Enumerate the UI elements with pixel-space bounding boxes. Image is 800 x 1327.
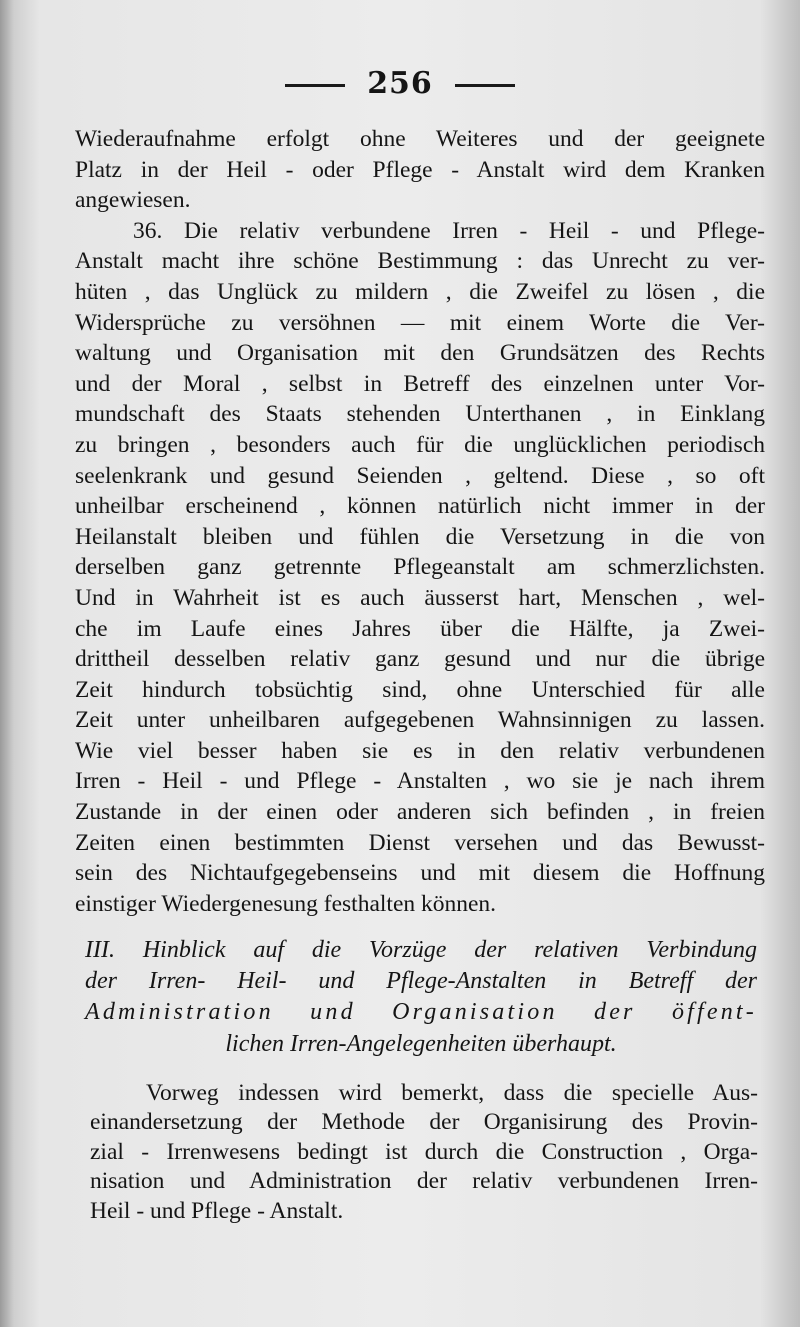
closing-line: Vorweg indessen wird bemerkt, dass die specielle Aus-	[146, 1080, 758, 1106]
body-line: Platz in der Heil - oder Pflege - Anstalt wird dem Kranken	[75, 156, 765, 183]
body-line: waltung und Organisation mit den Grundsätzen des Rechts	[75, 340, 765, 367]
closing-line: einandersetzung der Methode der Organisirung des Provin-	[90, 1109, 758, 1136]
heading-line: lichen Irren-Angelegenheiten überhaupt.	[225, 1030, 617, 1057]
body-paragraphs	[75, 124, 765, 919]
closing-paragraph	[90, 1079, 758, 1226]
body-line: Zeit unter unheilbaren aufgegebenen Wahnsinnigen zu lassen.	[75, 707, 765, 734]
body-line: angewiesen.	[75, 187, 191, 214]
body-line: einstiger Wiedergenesung festhalten können.	[75, 890, 497, 917]
heading-line: der Irren- Heil- und Pflege-Anstalten in Betreff der	[85, 968, 757, 995]
body-line: Zeit hindurch tobsüchtig sind, ohne Unterschied für alle	[75, 676, 765, 703]
body-line: seelenkrank und gesund Seienden , geltend. Diese , so oft	[75, 462, 765, 489]
body-line: Irren - Heil - und Pflege - Anstalten , wo sie je nach ihrem	[75, 768, 765, 795]
body-line: che im Laufe eines Jahres über die Hälfte, ja Zwei-	[75, 615, 765, 642]
heading-line: III. Hinblick auf die Vorzüge der relativen Verbindung	[85, 937, 757, 963]
closing-line: nisation und Administration der relativ verbundenen Irren-	[90, 1168, 758, 1195]
body-line: zu bringen , besonders auch für die unglücklichen periodisch	[75, 431, 765, 458]
body-line: Wiederaufnahme erfolgt ohne Weiteres und der geeignete	[75, 126, 765, 152]
page-header	[0, 66, 800, 101]
closing-line: Heil - und Pflege - Anstalt.	[90, 1197, 344, 1224]
body-line: Heilanstalt bleiben und fühlen die Versetzung in die von	[75, 523, 765, 550]
body-line: Zustande in der einen oder anderen sich befinden , in freien	[75, 799, 765, 826]
heading-line: Administration und Organisation der öffent-	[85, 999, 757, 1026]
body-line: 36. Die relativ verbundene Irren - Heil - und Pflege-	[133, 217, 765, 244]
body-line: Zeiten einen bestimmten Dienst versehen und das Bewusst-	[75, 829, 765, 856]
body-line: mundschaft des Staats stehenden Unterthanen , in Einklang	[75, 401, 765, 428]
body-line: unheilbar erscheinend , können natürlich nicht immer in der	[75, 493, 765, 520]
body-line: derselben ganz getrennte Pflegeanstalt am schmerzlichsten.	[75, 554, 765, 581]
body-line: Anstalt macht ihre schöne Bestimmung : das Unrecht zu ver-	[75, 248, 765, 275]
body-line: drittheil desselben relativ ganz gesund und nur die übrige	[75, 646, 765, 673]
body-line: Und in Wahrheit ist es auch äusserst hart, Menschen , wel-	[75, 584, 765, 611]
section-heading	[85, 935, 757, 1060]
header-rule-left	[285, 84, 345, 87]
body-line: Wie viel besser haben sie es in den relativ verbundenen	[75, 737, 765, 764]
header-rule-right	[455, 84, 515, 87]
closing-line: zial - Irrenwesens bedingt ist durch die Construction , Orga-	[90, 1138, 758, 1165]
body-line: hüten , das Unglück zu mildern , die Zweifel zu lösen , die	[75, 278, 765, 305]
body-line: sein des Nichtaufgegebenseins und mit diesem die Hoffnung	[75, 860, 765, 887]
body-line: und der Moral , selbst in Betreff des einzelnen unter Vor-	[75, 370, 765, 397]
body-line: Widersprüche zu versöhnen — mit einem Worte die Ver-	[75, 309, 765, 336]
page-number: 256	[367, 66, 433, 101]
